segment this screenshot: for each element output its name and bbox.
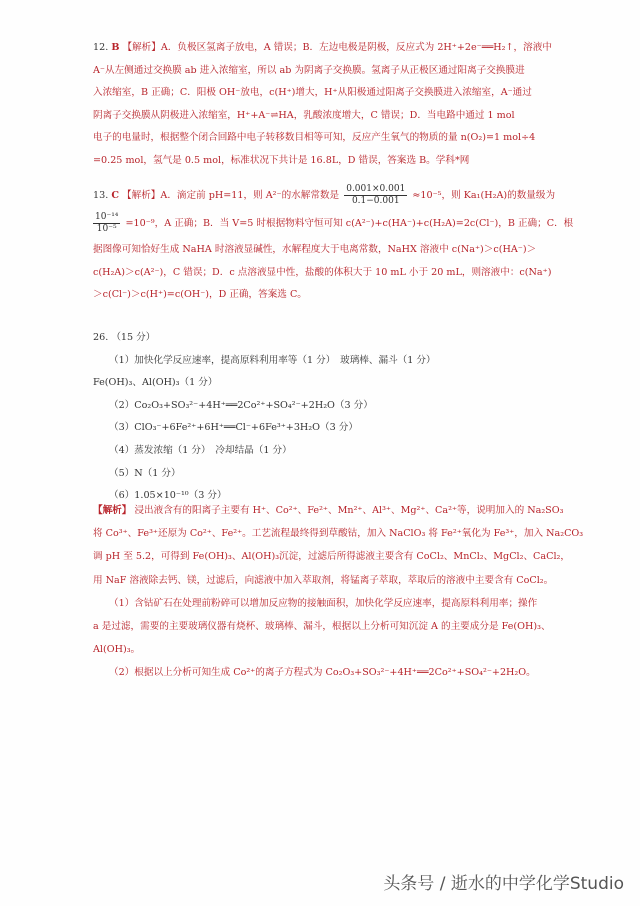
q13-text-1a: 【解析】A．滴定前 pH=11，则 A²⁻的水解常数是 <box>122 190 340 201</box>
q13-answer: C <box>111 190 119 201</box>
q13-fraction-1 <box>344 184 407 207</box>
q26-analysis-line-5: （1）含钴矿石在处理前粉碎可以增加反应物的接触面积，加快化学反应速率，提高原料利用率；操作 <box>109 597 538 609</box>
q26-answer-1: （1）加快化学反应速率，提高原料利用率等（1 分） 玻璃棒、漏斗（1 分） <box>109 354 436 366</box>
q13-text-1b: ≈10⁻⁵，则 Ka₁(H₂A)的数量级为 <box>412 190 556 201</box>
q13-fraction-1-numerator: 0.001×0.001 <box>346 184 406 194</box>
q26-answer-6: （6）1.05×10⁻¹⁰（3 分） <box>109 490 227 502</box>
q26-analysis-line-8: （2）根据以上分析可知生成 Co²⁺的离子方程式为 Co₂O₃+SO₃²⁻+4H⁺══2Co²⁺+SO₄²⁻+2H₂O。 <box>109 667 536 679</box>
q26-score: （15 分） <box>111 332 156 343</box>
q26-analysis-line-2: 将 Co³⁺、Fe³⁺还原为 Co²⁺、Fe²⁺。工艺流程最终得到草酸钴，加入 NaClO₃ 将 Fe²⁺氧化为 Fe³⁺，加入 Na₂CO₃ <box>93 528 584 540</box>
q13-fraction-1-denominator: 0.1−0.001 <box>351 196 400 206</box>
q26-answer-3: （3）ClO₃⁻+6Fe²⁺+6H⁺══Cl⁻+6Fe³⁺+3H₂O（3 分） <box>109 422 358 434</box>
q13-line-5: ＞c(Cl⁻)＞c(H⁺)=c(OH⁻)，D 正确，答案选 C。 <box>93 289 307 301</box>
q12-line-5: 电子的电量时，根据整个闭合回路中电子转移数目相等可知，反应产生氧气的物质的量 n(O₂)=1 mol÷4 <box>93 132 536 144</box>
q12-line-6: =0.25 mol，氢气是 0.5 mol，标准状况下共计是 16.8L，D 错误，答案选 B。学科*网 <box>93 154 470 166</box>
q26-analysis-line-1 <box>93 499 563 522</box>
q26-answer-1b: Fe(OH)₃、Al(OH)₃（1 分） <box>93 377 218 389</box>
q12-line-4: 阴离子交换膜从阴极进入浓缩室，H⁺+A⁻⇌HA，乳酸浓度增大，C 错误；D．当电路中通过 1 mol <box>93 109 515 121</box>
q26-analysis-text-1: 浸出液含有的阳离子主要有 H⁺、Co²⁺、Fe²⁺、Mn²⁺、Al³⁺、Mg²⁺、Ca²⁺等，说明加入的 Na₂SO₃ <box>134 505 564 516</box>
question-26 <box>93 327 563 508</box>
q26-header <box>93 327 563 350</box>
q13-text-2: =10⁻⁹，A 正确；B．当 V=5 时根据物料守恒可知 c(A²⁻)+c(HA⁻)+c(H₂A)=2c(Cl⁻)，B 正确；C．根 <box>125 218 574 229</box>
q26-analysis-line-3: 调 pH 至 5.2，可得到 Fe(OH)₃、Al(OH)₃沉淀，过滤后所得滤液主要含有 CoCl₂、MnCl₂、MgCl₂、CaCl₂， <box>93 551 570 563</box>
q13-line-2 <box>91 209 574 239</box>
q13-label: 13. <box>93 190 109 201</box>
q13-line-1 <box>93 183 563 209</box>
q26-answer-4: （4）蒸发浓缩（1 分） 冷却结晶（1 分） <box>109 444 292 456</box>
q12-line-1 <box>93 37 563 60</box>
q12-line-2: A⁻从左侧通过交换膜 ab 进入浓缩室，所以 ab 为阴离子交换膜。氢离子从正极区通过阳离子交换膜进 <box>93 64 525 76</box>
q26-analysis-lead: 【解析】 <box>93 505 132 516</box>
q26-analysis-line-6: a 是过滤，需要的主要玻璃仪器有烧杯、玻璃棒、漏斗，根据以上分析可知沉淀 A 的主要成分是 Fe(OH)₃、 <box>93 621 551 633</box>
q12-label: 12. <box>93 42 109 53</box>
q26-analysis <box>93 499 584 685</box>
question-12 <box>93 37 563 173</box>
watermark: 头条号 / 逝水的中学化学Studio <box>383 874 624 894</box>
q12-answer: B <box>111 42 120 53</box>
q13-fraction-2-numerator: 10⁻¹⁴ <box>95 212 119 222</box>
q12-text-1: 【解析】A．负极区氢离子放电，A 错误；B．左边电极是阴极，反应式为 2H⁺+2e⁻══H₂↑，溶液中 <box>122 42 552 53</box>
q13-line-4: c(H₂A)＞c(A²⁻)，C 错误；D．c 点溶液显中性，盐酸的体积大于 10 mL 小于 20 mL，则溶液中：c(Na⁺) <box>93 266 552 278</box>
q26-label: 26. <box>93 332 109 343</box>
question-13 <box>93 183 574 307</box>
q26-answer-2: （2）Co₂O₃+SO₃²⁻+4H⁺══2Co²⁺+SO₄²⁻+2H₂O（3 分） <box>109 399 373 411</box>
q26-analysis-line-4: 用 NaF 溶液除去钙、镁，过滤后，向滤液中加入萃取剂，将锰离子萃取，萃取后的溶液中主要含有 CoCl₂。 <box>93 574 554 586</box>
q13-line-3: 据图像可知恰好生成 NaHA 时溶液显碱性，水解程度大于电离常数，NaHX 溶液中 c(Na⁺)＞c(HA⁻)＞ <box>93 244 537 255</box>
q13-fraction-2-denominator: 10⁻⁵ <box>96 224 117 234</box>
q26-analysis-line-7: Al(OH)₃。 <box>93 644 141 656</box>
q26-answer-5: （5）N（1 分） <box>109 467 181 479</box>
q12-line-3: 入浓缩室，B 正确；C．阳极 OH⁻放电，c(H⁺)增大，H⁺从阳极通过阳离子交换膜进入浓缩室，A⁻通过 <box>93 87 532 99</box>
q13-fraction-2 <box>93 212 120 235</box>
